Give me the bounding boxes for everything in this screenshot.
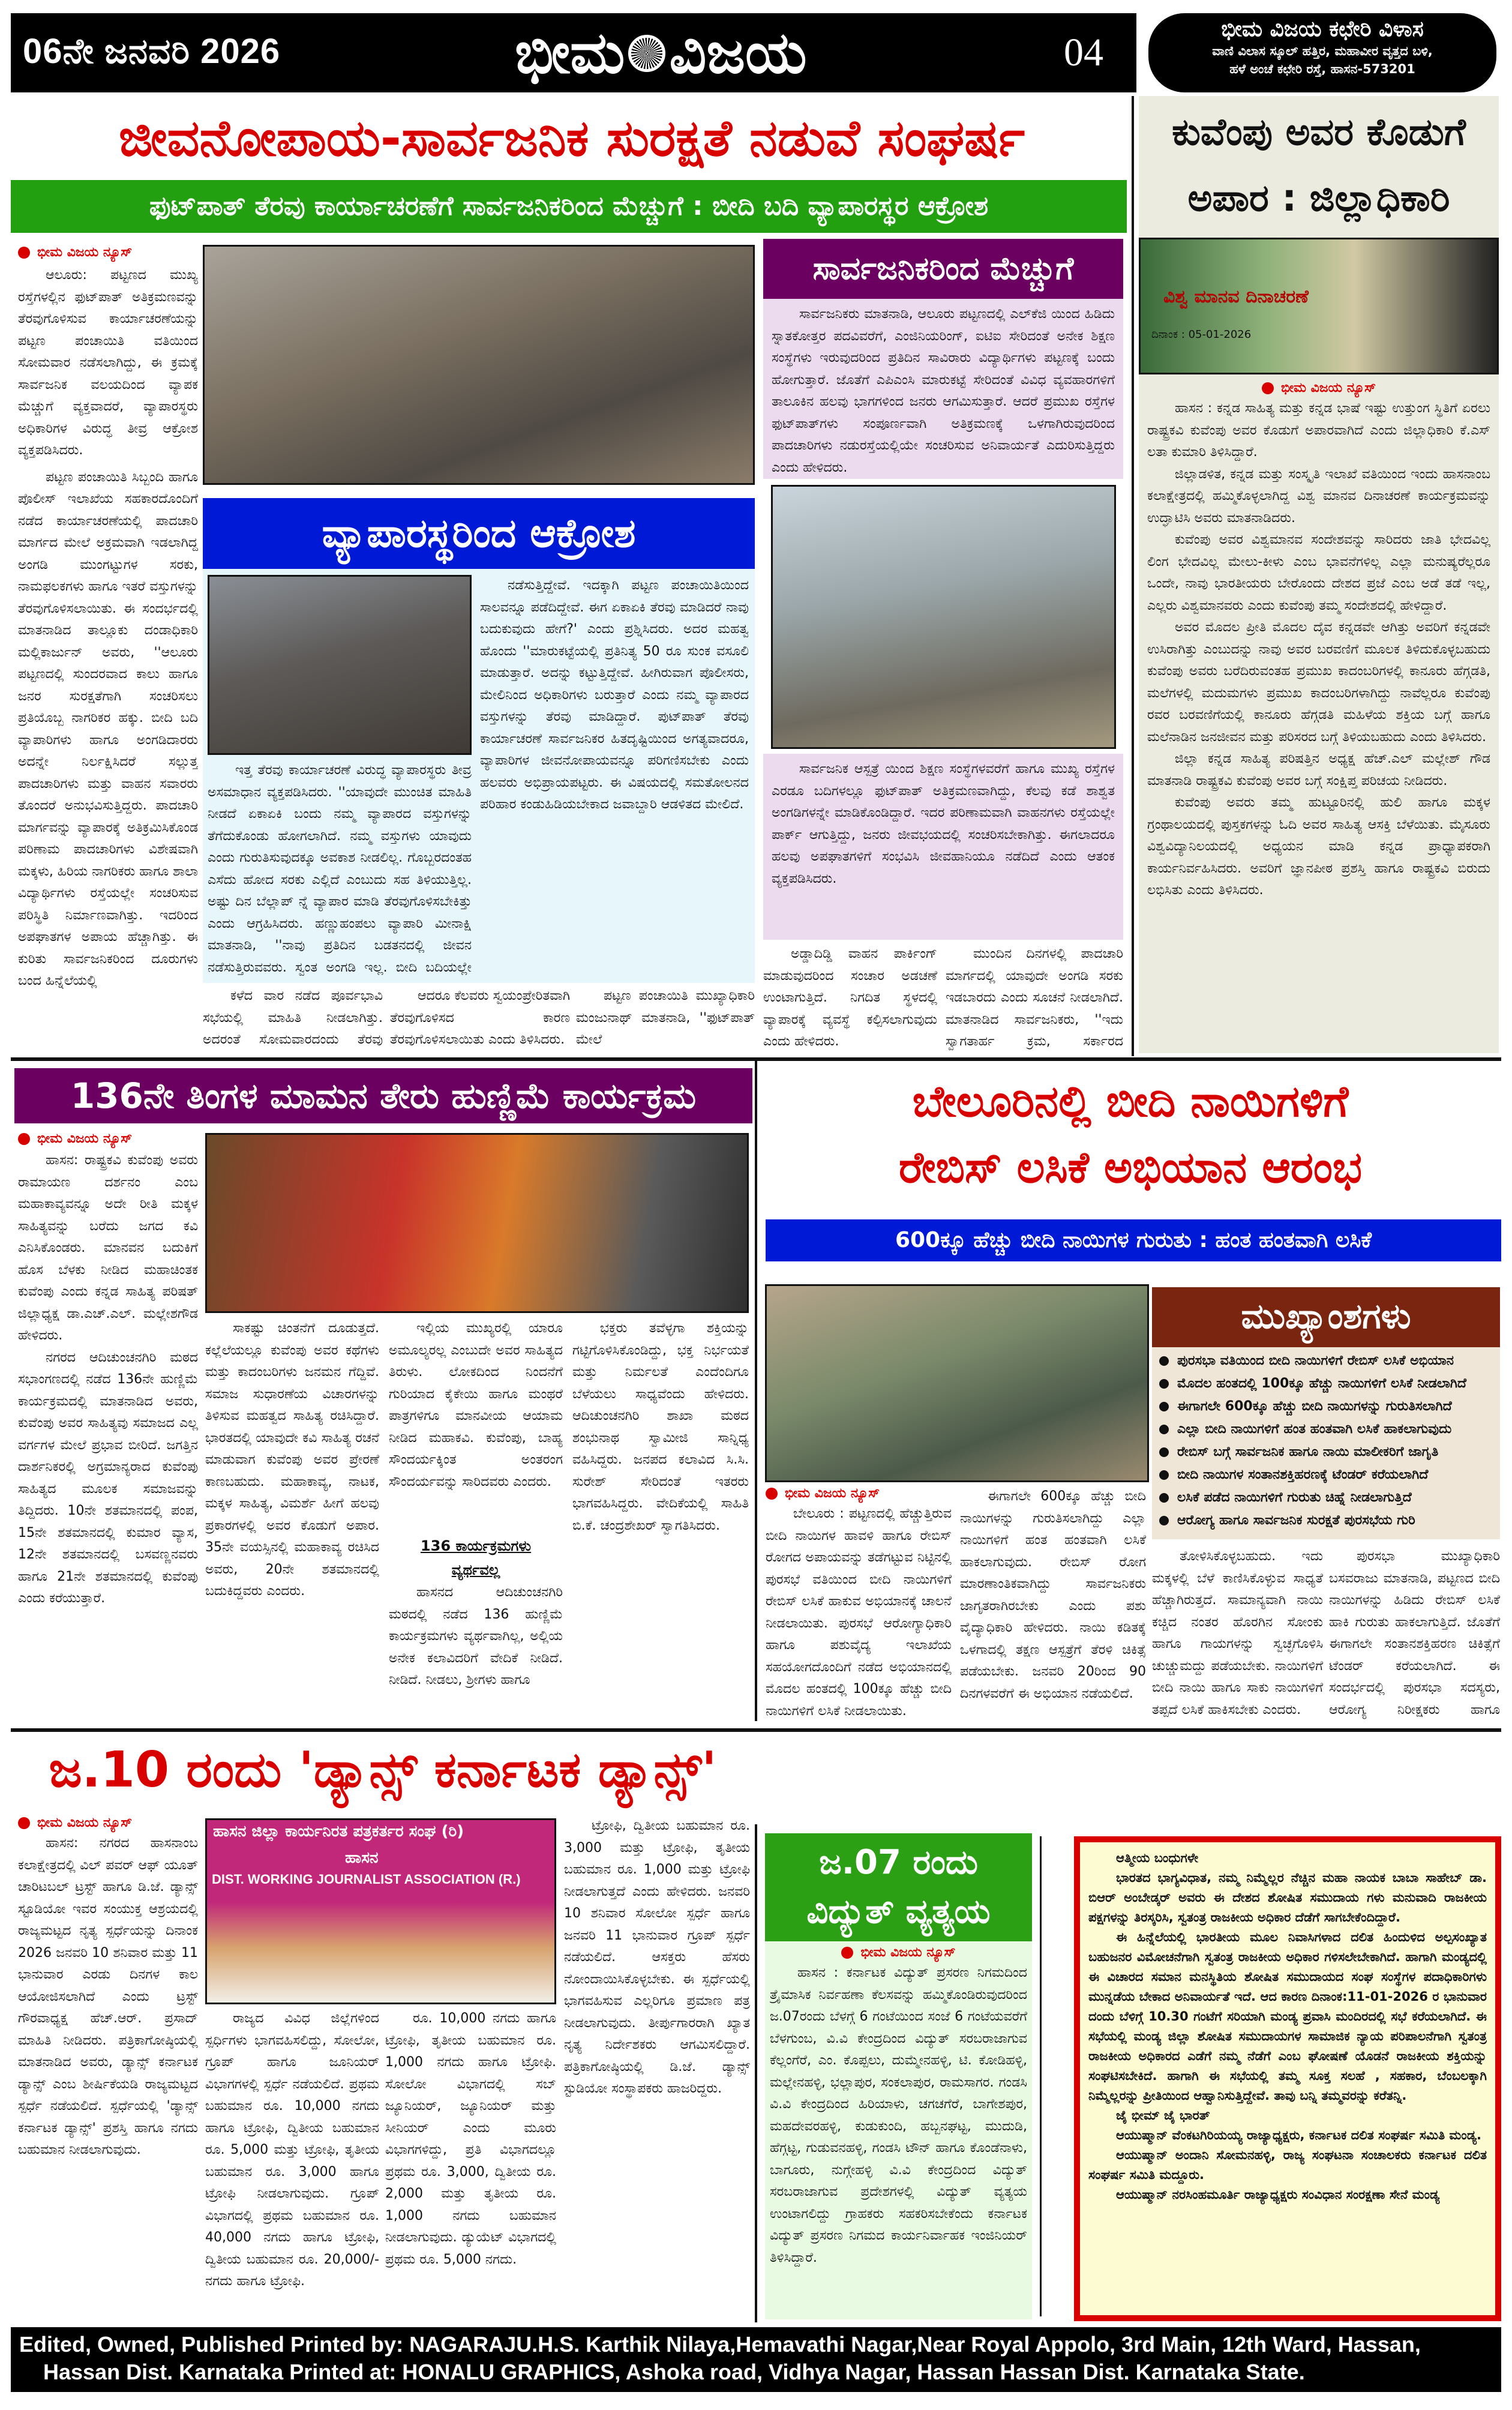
- footpath-continue-1: ಅಡ್ಡಾದಿಡ್ಡಿ ವಾಹನ ಪಾರ್ಕಿಂಗ್ ಮಾಡುವುದರಿಂದ ಸಂಚಾರ ಅಡಚಣೆ ಉಂಟಾಗುತ್ತಿದೆ. ನಿಗದಿತ ಸ್ಥಳದಲ್ಲಿ ವ್ಯಾಪಾರಕ್ಕೆ ವ್ಯವಸ್ಥೆ ಕಲ್ಪಿಸಲಾಗುವುದು ಎಂದು ಹೇಳಿದರು.: [763, 946, 937, 1049]
- highlight-item: ಬೀದಿ ನಾಯಿಗಳ ಸಂತಾನಶಕ್ತಿಹರಣಕ್ಕೆ ಟೆಂಡರ್ ಕರೆಯಲಾಗಿದೆ: [1157, 1464, 1495, 1486]
- rabies-col-3: ತೋಳಿಸಿಕೊಳ್ಳಬಹುದು. ಇದು ಮಕ್ಕಳಲ್ಲಿ ಬೆಳೆ ಕಾಣಿಸಿಕೊಳ್ಳುವ ಸಾಧ್ಯತೆ ಹೆಚ್ಚಾಗಿರುತ್ತದೆ. ಸಾಮಾನ್ಯವಾಗಿ ನಾಯಿ ಕಚ್ಚಿದ ನಂತರ ಹೊರಗಿನ ಸೋಂಕು ಹಾಗೂ ಗಾಯಗಳನ್ನು ಸ್ವಚ್ಛಗೊಳಿಸಿ ಚುಚ್ಚುಮದ್ದು ಪಡೆಯಬೇಕು. ನಾಯಿಗಳಿಗೆ ಬೀದಿ ನಾಯಿ ಹಾಗೂ ಸಾಕು ನಾಯಿಗಳಿಗೆ ತಪ್ಪದೆ ಲಸಿಕೆ ಹಾಕಿಸಬೇಕು ಎಂದರು.: [1152, 1549, 1323, 1717]
- dance-photo: [205, 1818, 556, 2004]
- rabies-col-1: [766, 1486, 952, 1731]
- dance-col-1: [18, 1815, 198, 2319]
- column-divider-3: [755, 1824, 757, 2322]
- highlight-item: ಮೊದಲ ಹಂತದಲ್ಲಿ 100ಕ್ಕೂ ಹೆಚ್ಚು ನಾಯಿಗಳಿಗೆ ಲಸಿಕೆ ನೀಡಲಾಗಿದೆ: [1157, 1372, 1495, 1395]
- traders-text-left: ಇತ್ತ ತೆರವು ಕಾರ್ಯಾಚರಣೆ ವಿರುದ್ಧ ವ್ಯಾಪಾರಸ್ಥರು ತೀವ್ರ ಅಸಮಾಧಾನ ವ್ಯಕ್ತಪಡಿಸಿದರು. ''ಯಾವುದೇ ಮುಂಚಿತ ಮಾಹಿತಿ ನೀಡದೆ ಏಕಾಏಕಿ ಬಂದು ನಮ್ಮ ವ್ಯಾಪಾರದ ವಸ್ತುಗಳನ್ನು ತೆಗೆದುಕೊಂಡು ಹೋಗಲಾಗಿದೆ. ನಮ್ಮ ವಸ್ತುಗಳು ಯಾವುದು ಎಂದು ಗುರುತಿಸುವುದಕ್ಕೂ ಅವಕಾಶ ನೀಡಲಿಲ್ಲ. ಗೊಬ್ಬರದಂತಹ ಎಸೆದು ಹೋದ ಸರಕು ಎಲ್ಲಿದೆ ಎಂಬುದು ಸಹ ತಿಳಿಯುತ್ತಿಲ್ಲ. ಅಷ್ಟು ದಿನ ಬೆಲ್ಲಾಪ್ ನ್ನೆ ವ್ಯಾಪಾರ ಮಾಡಿ ತೆರವುಗೊಳಿಸಬೇಕಿತ್ತು ಎಂದು ಆಗ್ರಹಿಸಿದರು. ಹಣ್ಣುಹಂಪಲು ವ್ಯಾಪಾರಿ ಮೀನಾಕ್ಷಿ ಮಾತನಾಡಿ, ''ನಾವು ಪ್ರತಿದಿನ ಬಡತನದಲ್ಲಿ ಜೀವನ ನಡೆಸುತ್ತಿರುವವರು. ಸ್ವಂತ ಅಂಗಡಿ ಇಲ್ಲ. ಬೀದಿ ಬದಿಯಲ್ಲೇ: [208, 763, 472, 975]
- notice-slogan: ಜೈ ಭೀಮ್ ಜೈ ಭಾರತ್: [1116, 2108, 1210, 2123]
- traders-text-right: ನಡೆಸುತ್ತಿದ್ದೇವೆ. ಇದಕ್ಕಾಗಿ ಪಟ್ಟಣ ಪಂಚಾಯಿತಿಯಿಂದ ಸಾಲವನ್ನೂ ಪಡೆದಿದ್ದೇವೆ. ಈಗ ಏಕಾಏಕಿ ತೆರವು ಮಾಡಿದರೆ ನಾವು ಬದುಕುವುದು ಹೇಗೆ?' ಎಂದು ಪ್ರಶ್ನಿಸಿದರು. ಅದರ ಮಹತ್ವ ಹೊಂದು ''ಮಾರುಕಟ್ಟೆಯಲ್ಲಿ ಪ್ರತಿನಿತ್ಯ 50 ರೂ ಸುಂಕ ವಸೂಲಿ ಮಾಡುತ್ತಾರೆ. ಅದನ್ನು ಕಟ್ಟುತ್ತಿದ್ದೇವೆ. ಹೀಗಿರುವಾಗ ಪೊಲೀಸರು, ಮೇಲಿನಿಂದ ಅಧಿಕಾರಿಗಳು ಬರುತ್ತಾರೆ ಎಂದು ನಮ್ಮ ವ್ಯಾಪಾರದ ವಸ್ತುಗಳನ್ನು ತೆರವು ಮಾಡಿದ್ದಾರೆ. ಪುಟ್‌ಪಾತ್ ತೆರವು ಕಾರ್ಯಾಚರಣೆ ಸಾರ್ವಜನಿಕರ ಹಿತದೃಷ್ಟಿಯಿಂದ ಅಗತ್ಯವಾದರೂ, ವ್ಯಾಪಾರಿಗಳ ಜೀವನೋಪಾಯವನ್ನೂ ಪರಿಗಣಿಸಬೇಕು ಎಂದು ಹಲವರು ಅಭಿಪ್ರಾಯಪಟ್ಟರು. ಈ ವಿಷಯದಲ್ಲಿ ಸಮತೋಲನದ ಪರಿಹಾರ ಕಂಡುಹಿಡಿಯಬೇಕಾದ ಜವಾಬ್ದಾರಿ ಆಡಳಿತದ ಮೇಲಿದೆ.: [480, 578, 749, 812]
- traders-photo: [208, 575, 472, 755]
- highlight-item: ಈಗಾಗಲೇ 600ಕ್ಕೂ ಹೆಚ್ಚು ಬೀದಿ ನಾಯಿಗಳನ್ನು ಗುರುತಿಸಲಾಗಿದೆ: [1157, 1395, 1495, 1418]
- office-address-box: [1148, 13, 1496, 92]
- office-title: ಭೀಮ ವಿಜಯ ಕಛೇರಿ ವಿಳಾಸ: [1221, 17, 1424, 41]
- footpath-bottom-mid: ಆದರೂ ಕೆಲವರು ಸ್ವಯಂಪ್ರೇರಿತವಾಗಿ ತೆರವುಗೊಳಿಸದ ಕಾರಣ ತೆರವುಗೊಳಿಸಲಾಯಿತು ಎಂದು ತಿಳಿಸಿದರು.: [390, 988, 570, 1047]
- photo-banner-3: DIST. WORKING JOURNALIST ASSOCIATION (R.): [212, 1872, 521, 1887]
- hunnime-byline: ಭೀಮ ವಿಜಯ ನ್ಯೂಸ್: [18, 1131, 198, 1146]
- footpath-subheadline: ಫುಟ್‌ಪಾತ್ ತೆರವು ಕಾರ್ಯಾಚರಣೆಗೆ ಸಾರ್ವಜನಿಕರಿಂದ ಮೆಚ್ಚುಗೆ : ಬೀದಿ ಬದಿ ವ್ಯಾಪಾರಸ್ಥರ ಆಕ್ರೋಶ: [11, 180, 1127, 233]
- paper-name-part-2: ವಿಜಯ: [669, 19, 807, 86]
- rabies-col-2: ಈಗಾಗಲೇ 600ಕ್ಕೂ ಹೆಚ್ಚು ಬೀದಿ ನಾಯಿಗಳನ್ನು ಗುರುತಿಸಲಾಗಿದ್ದು ಎಲ್ಲಾ ನಾಯಿಗಳಿಗೆ ಹಂತ ಹಂತವಾಗಿ ಲಸಿಕೆ ಹಾಕಲಾಗುವುದು. ರೇಬಿಸ್ ರೋಗ ಮಾರಣಾಂತಿಕವಾಗಿದ್ದು ಸಾರ್ವಜನಿಕರು ಜಾಗೃತರಾಗಿರಬೇಕು ಎಂದು ಪಶು ವೈದ್ಯಾಧಿಕಾರಿ ಹೇಳಿದರು. ನಾಯಿ ಕಡಿತಕ್ಕೆ ಒಳಗಾದಲ್ಲಿ ತಕ್ಷಣ ಆಸ್ಪತ್ರೆಗೆ ತೆರಳಿ ಚಿಕಿತ್ಸೆ ಪಡೆಯಬೇಕು. ಜನವರಿ 20ರಿಂದ 90 ದಿನಗಳವರೆಗೆ ಈ ಅಭಿಯಾನ ನಡೆಯಲಿದೆ.: [960, 1489, 1146, 1701]
- kuvempu-headline-2: ಅಪಾರ : ಜಿಲ್ಲಾಧಿಕಾರಿ: [1187, 176, 1450, 220]
- byline: ಭೀಮ ವಿಜಯ ನ್ಯೂಸ್: [18, 245, 198, 260]
- notice-box: [1074, 1836, 1501, 2321]
- issue-date: 06ನೇ ಜನವರಿ 2026: [23, 32, 281, 71]
- footpath-bottom-right: ಪಟ್ಟಣ ಪಂಚಾಯಿತಿ ಮುಖ್ಯಾಧಿಕಾರಿ ಮಂಜುನಾಥ್ ಮಾತನಾಡಿ, ''ಫುಟ್‌ಪಾತ್ ಮೇಲೆ: [576, 988, 755, 1047]
- photo-banner-title: ವಿಶ್ವ ಮಾನವ ದಿನಾಚರಣೆ: [1163, 286, 1309, 307]
- dance-headline: ಜ.10 ರಂದು 'ಡ್ಯಾನ್ಸ್ ಕರ್ನಾಟಕ ಡ್ಯಾನ್ಸ್': [49, 1741, 717, 1798]
- footpath-bottom-left: ಕಳೆದ ವಾರ ನಡೆದ ಪೂರ್ವಭಾವಿ ಸಭೆಯಲ್ಲಿ ಮಾಹಿತಿ ನೀಡಲಾಗಿತ್ತು. ಅದರಂತೆ ಸೋಮವಾರದಂದು ತೆರವು: [203, 988, 383, 1047]
- notice-text: ಆತ್ಮೀಯ ಬಂಧುಗಳೇ ಭಾರತದ ಭಾಗ್ಯವಿಧಾತ, ನಮ್ಮ ನಿಮ್ಮೆಲ್ಲರ ನೆಚ್ಚಿನ ಮಹಾ ನಾಯಕ ಬಾಬಾ ಸಾಹೇಬ್ ಡಾ. ಬಿಆರ್ ಅಂಬೇಡ್ಕರ್ ಅವರು ಈ ದೇಶದ ಶೋಷಿತ ಸಮುದಾಯ ಗಳು ಮನುವಾದಿ ರಾಜಕೀಯ ಪಕ್ಷಗಳನ್ನು ತಿರಸ್ಕರಿಸಿ, ಸ್ವತಂತ್ರ ರಾಜಕೀಯ ಅಧಿಕಾರ ದೆಡೆಗೆ ಸಾಗಬೇಕೆಂದಿದ್ದಾರೆ. ಈ ಹಿನ್ನೆಲೆಯಲ್ಲಿ ಭಾರತೀಯ ಮೂಲ ನಿವಾಸಿಗಳಾದ ದಲಿತ ಹಿಂದುಳಿದ ಅಲ್ಪಸಂಖ್ಯಾತ ಬಹುಜನರ ವಿಮೋಚನೆಗಾಗಿ ಸ್ವತಂತ್ರ ರಾಜಕೀಯ ಅಧಿಕಾರ ಗಳಿಸಲೇಬೇಕಾಗಿದೆ. ಹಾಗಾಗಿ ಮಂಡ್ಯದಲ್ಲಿ ಈ ವಿಚಾರದ ಸಮಾನ ಮನಸ್ಥಿತಿಯ ಶೋಷಿತ ಸಮುದಾಯದ ಸಂಘ ಸಂಸ್ಥೆಗಳ ಪದಾಧಿಕಾರಿಗಳು ಮುನ್ನಡೆಯ ಬೇಕಾದ ಅನಿವಾರ್ಯತೆ ಇದೆ. ಆದ ಕಾರಣ ದಿನಾಂಕ:11-01-2026 ರ ಭಾನುವಾರ ದಂದು ಬೆಳಿಗ್ಗೆ 10.30 ಗಂಟೆಗೆ ಸರಿಯಾಗಿ ಮಂಡ್ಯ ಪ್ರವಾಸಿ ಮಂದಿರದಲ್ಲಿ ಸಭೆ ಕರೆಯಲಾಗಿದೆ. ಈ ಸಭೆಯಲ್ಲಿ ಮಂಡ್ಯ ಜಿಲ್ಲಾ ಶೋಷಿತ ಸಮುದಾಯಗಳ ಸಾಮಾಜಿಕ ನ್ಯಾಯ ಪರಿಪಾಲನೆಗಾಗಿ ಸ್ವತಂತ್ರ ರಾಜಕೀಯ ಅಧಿಕಾರದ ಎಡೆಗೆ ನಮ್ಮ ನೆಡೆಗೆ ಎಂಬ ಘೋಷಣೆ ಯೊಡನೆ ರಾಜಕೀಯ ಶಕ್ತಿಯನ್ನು ಸಂಘಟಿಸಬೇಕಿದೆ. ಹಾಗಾಗಿ ಈ ಸಭೆಯಲ್ಲಿ ತಮ್ಮ ಸೂಕ್ತ ಸಲಹೆ , ಸಹಕಾರ, ಬೆಂಬಲಕ್ಕಾಗಿ ನಿಮ್ಮೆಲ್ಲರನ್ನು ಪ್ರೀತಿಯಿಂದ ಆಹ್ವಾನಿಸುತ್ತಿದ್ದೇವೆ. ತಾವು ಬನ್ನಿ ತಮ್ಮವರನ್ನು ಕರೆತನ್ನಿ. ಜೈ ಭೀಮ್ ಜೈ ಭಾರತ್ ಆಯುಷ್ಮಾನ್ ವೆಂಕಟಗಿರಿಯಯ್ಯ ರಾಜ್ಯಾಧ್ಯಕ್ಷರು, ಕರ್ನಾಟಕ ದಲಿತ ಸಂಘರ್ಷ ಸಮಿತಿ ಮಂಡ್ಯ. ಆಯುಷ್ಮಾನ್ ಅಂದಾನಿ ಸೋಮನಹಳ್ಳಿ, ರಾಜ್ಯ ಸಂಘಟನಾ ಸಂಚಾಲಕರು ಕರ್ನಾಟಕ ದಲಿತ ಸಂಘರ್ಷ ಸಮಿತಿ ಮದ್ದೂರು. ಆಯುಷ್ಮಾನ್ ನರಸಿಂಹಮೂರ್ತಿ ರಾಜ್ಯಾಧ್ಯಕ್ಷರು ಸಂವಿಧಾನ ಸಂರಕ್ಷಣಾ ಸೇನೆ ಮಂಡ್ಯ: [1088, 1851, 1487, 2202]
- footpath-intro: ಆಲೂರು: ಪಟ್ಟಣದ ಮುಖ್ಯ ರಸ್ತೆಗಳಲ್ಲಿನ ಫುಟ್‌ಪಾತ್ ಅತಿಕ್ರಮಣವನ್ನು ತೆರವುಗೊಳಿಸುವ ಕಾರ್ಯಾಚರಣೆಯನ್ನು ಪಟ್ಟಣ ಪಂಚಾಯಿತಿ ವತಿಯಿಂದ ಸೋಮವಾರ ನಡೆಸಲಾಗಿದ್ದು, ಈ ಕ್ರಮಕ್ಕೆ ಸಾರ್ವಜನಿಕ ವಲಯದಿಂದ ವ್ಯಾಪಕ ಮೆಚ್ಚುಗೆ ವ್ಯಕ್ತವಾದರೆ, ವ್ಯಾಪಾರಸ್ಥರು ಅಧಿಕಾರಿಗಳ ವಿರುದ್ಧ ತೀವ್ರ ಆಕ್ರೋಶ ವ್ಯಕ್ತಪಡಿಸಿದರು.: [18, 268, 198, 458]
- paper-name-part-1: ಭೀಮ: [515, 19, 625, 86]
- paper-logo: [515, 19, 807, 88]
- power-headline: [765, 1833, 1032, 1941]
- power-body: [765, 1941, 1032, 2319]
- ashoka-chakra-icon: [628, 35, 665, 72]
- column-divider-2: [755, 1061, 757, 1721]
- traders-section: [203, 569, 755, 983]
- red-dot-icon: [1262, 382, 1274, 394]
- kuvempu-story: [1139, 96, 1499, 1053]
- red-dot-icon: [18, 247, 30, 259]
- rabies-headline-2: ರೇಬಿಸ್ ಲಸಿಕೆ ಅಭಿಯಾನ ಆರಂಭ: [898, 1142, 1363, 1192]
- highlight-item: ಎಲ್ಲಾ ಬೀದಿ ನಾಯಿಗಳಿಗೆ ಹಂತ ಹಂತವಾಗಿ ಲಸಿಕೆ ಹಾಕಲಾಗುವುದು: [1157, 1418, 1495, 1441]
- red-dot-icon: [841, 1947, 853, 1959]
- hunnime-col-3: [389, 1318, 563, 1696]
- traders-anger-heading: ವ್ಯಾಪಾರಸ್ಥರಿಂದ ಆಕ್ರೋಶ: [203, 498, 755, 569]
- highlight-item: ಆರೋಗ್ಯ ಹಾಗೂ ಸಾರ್ವಜನಿಕ ಸುರಕ್ಷತೆ ಪುರಸಭೆಯ ಗುರಿ: [1157, 1509, 1495, 1532]
- dance-col-4: ಟ್ರೋಫಿ, ದ್ವಿತೀಯ ಬಹುಮಾನ ರೂ. 3,000 ಮತ್ತು ಟ್ರೋಫಿ, ತೃತೀಯ ಬಹುಮಾನ ರೂ. 1,000 ಮತ್ತು ಟ್ರೋಫಿ ನೀಡಲಾಗುತ್ತದೆ ಎಂದು ಹೇಳಿದರು. ಜನವರಿ 10 ಶನಿವಾರ ಸೋಲೋ ಸ್ಪರ್ಧೆ ಹಾಗೂ ಜನವರಿ 11 ಭಾನುವಾರ ಗ್ರೂಪ್ ಸ್ಪರ್ಧೆ ನಡೆಯಲಿದೆ. ಆಸಕ್ತರು ಹೆಸರು ನೋಂದಾಯಿಸಿಕೊಳ್ಳಬೇಕು. ಈ ಸ್ಪರ್ಧೆಯಲ್ಲಿ ಭಾಗವಹಿಸುವ ಎಲ್ಲರಿಗೂ ಪ್ರಮಾಣ ಪತ್ರ ನೀಡಲಾಗುವುದು. ತೀರ್ಪುಗಾರರಾಗಿ ಖ್ಯಾತ ನೃತ್ಯ ನಿರ್ದೇಶಕರು ಆಗಮಿಸಲಿದ್ದಾರೆ. ಪತ್ರಿಕಾಗೋಷ್ಠಿಯಲ್ಲಿ ಡಿ.ಜೆ. ಡ್ಯಾನ್ಸ್ ಸ್ಟುಡಿಯೋ ಸಂಸ್ಥಾಪಕರು ಹಾಜರಿದ್ದರು.: [564, 1818, 750, 2096]
- photo-banner-date: ದಿನಾಂಕ : 05-01-2026: [1151, 328, 1252, 341]
- photo-banner-2: ಹಾಸನ: [345, 1849, 379, 1867]
- office-address-line-2: ಹಳೆ ಅಂಚೆ ಕಛೇರಿ ರಸ್ತೆ, ಹಾಸನ-573201: [1229, 62, 1415, 76]
- highlight-item: ರೇಬಿಸ್ ಬಗ್ಗೆ ಸಾರ್ವಜನಿಕ ಹಾಗೂ ನಾಯಿ ಮಾಲೀಕರಿಗೆ ಜಾಗೃತಿ: [1157, 1441, 1495, 1464]
- hunnime-subhead-2: ವ್ಯರ್ಥವಲ್ಲ: [451, 1561, 500, 1578]
- page-number: 04: [1064, 31, 1103, 74]
- kuvempu-headline-1: ಕುವೆಂಪು ಅವರ ಕೊಡುಗೆ: [1172, 110, 1466, 154]
- market-photo: [771, 485, 1116, 749]
- kuvempu-body: ಹಾಸನ : ಕನ್ನಡ ಸಾಹಿತ್ಯ ಮತ್ತು ಕನ್ನಡ ಭಾಷೆ ಇಷ್ಟು ಉತ್ತುಂಗ ಸ್ಥಿತಿಗೆ ಏರಲು ರಾಷ್ಟ್ರಕವಿ ಕುವೆಂಪು ಅವರ ಕೊಡುಗೆ ಅಪಾರವಾಗಿದೆ ಎಂದು ಜಿಲ್ಲಾಧಿಕಾರಿ ಕೆ.ಎಸ್ ಲತಾ ಕುಮಾರಿ ತಿಳಿಸಿದ್ದಾರೆ. ಜಿಲ್ಲಾಡಳಿತ, ಕನ್ನಡ ಮತ್ತು ಸಂಸ್ಕೃತಿ ಇಲಾಖೆ ವತಿಯಿಂದ ಇಂದು ಹಾಸನಾಂಬ ಕಲಾಕ್ಷೇತ್ರದಲ್ಲಿ ಹಮ್ಮಿಕೊಳ್ಳಲಾಗಿದ್ದ ವಿಶ್ವ ಮಾನವ ದಿನಾಚರಣೆ ಕಾರ್ಯಕ್ರಮವನ್ನು ಉದ್ಘಾಟಿಸಿ ಅವರು ಮಾತನಾಡಿದರು. ಕುವೆಂಪು ಅವರ ವಿಶ್ವಮಾನವ ಸಂದೇಶವನ್ನು ಸಾರಿದರು ಜಾತಿ ಭೇದವಿಲ್ಲ ಲಿಂಗ ಭೇದವಿಲ್ಲ ಮೇಲು-ಕೀಳು ಎಂಬ ಭಾವನೆಗಳಿಲ್ಲ ಎಲ್ಲಾ ಮನುಷ್ಯರೆಲ್ಲರೂ ಒಂದೇ, ನಾವು ಭಾರತೀಯರು ಬೇರೊಂದು ದೇಶದ ಪ್ರಜೆ ಎಂಬ ಅಡೆ ತಡೆ ಇಲ್ಲ, ಎಲ್ಲರು ವಿಶ್ವಮಾನವರು ಎಂದು ಕುವೆಂಪು ತಮ್ಮ ಸಂದೇಶದಲ್ಲಿ ಹೇಳಿದ್ದಾರೆ. ಅವರ ಮೊದಲ ಪ್ರೀತಿ ಮೊದಲ ದೈವ ಕನ್ನಡವೇ ಆಗಿತ್ತು ಅವರಿಗೆ ಕನ್ನಡವೇ ಉಸಿರಾಗಿತ್ತು ಎಂಬುದನ್ನು ನಾವು ಅವರ ಬರವಣಿಗೆ ಮೂಲಕ ತಿಳಿದುಕೊಳ್ಳಬಹುದು ಕುವೆಂಪು ಅವರು ಬರೆದಿರುವಂತಹ ಪ್ರಮುಖ ಕಾದಂಬರಿಗಳಲ್ಲಿ ಕಾನೂರು ಹೆಗ್ಗಡತಿ, ಮಲೆಗಳಲ್ಲಿ ಮದುಮಗಳು ಪ್ರಮುಖ ಕಾದಂಬರಿಗಳಾಗಿದ್ದು ನಾವೆಲ್ಲರೂ ಕುವೆಂಪು ರವರ ಬರವಣಿಗೆಯಲ್ಲಿ ಕಾನೂರು ಹೆಗ್ಗಡತಿ ಮಹಿಳೆಯ ಶಕ್ತಿಯ ಬಗ್ಗೆ ಹಾಗೂ ಮಲೆನಾಡಿನ ಜನಜೀವನ ಮತ್ತು ಪರಿಸರದ ಬಗ್ಗೆ ತಿಳಿಯಬಹುದು ಎಂದು ತಿಳಿಸಿದರು. ಜಿಲ್ಲಾ ಕನ್ನಡ ಸಾಹಿತ್ಯ ಪರಿಷತ್ತಿನ ಅಧ್ಯಕ್ಷ ಹೆಚ್.ಎಲ್ ಮಲ್ಲೇಶ್ ಗೌಡ ಮಾತನಾಡಿ ರಾಷ್ಟ್ರಕವಿ ಕುವೆಂಪು ಅವರ ಬಗ್ಗೆ ಸಂಕ್ಷಿಪ್ತ ಪರಿಚಯ ನೀಡಿದರು. ಕುವೆಂಪು ಅವರು ತಮ್ಮ ಹುಟ್ಟೂರಿನಲ್ಲಿ ಹುಲಿ ಹಾಗೂ ಮಕ್ಕಳ ಗ್ರಂಥಾಲಯದಲ್ಲಿ ಪುಸ್ತಕಗಳನ್ನು ಓದಿ ಅವರ ಸಾಹಿತ್ಯ ಆಸಕ್ತಿ ಬೆಳೆಯಿತು. ಮೈಸೂರು ವಿಶ್ವವಿದ್ಯಾನಿಲಯದಲ್ಲಿ ಅಧ್ಯಯನ ಮಾಡಿ ಕನ್ನಡ ಪ್ರಾಧ್ಯಾಪಕರಾಗಿ ಕಾರ್ಯನಿರ್ವಹಿಸಿದರು. ಅವರಿಗೆ ಜ್ಞಾನಪೀಠ ಪ್ರಶಸ್ತಿ ಹಾಗೂ ರಾಷ್ಟ್ರಕವಿ ಬಿರುದು ಲಭಿಸಿತು ಎಂದು ತಿಳಿಸಿದರು.: [1147, 401, 1490, 898]
- highlight-item: ಲಸಿಕೆ ಪಡೆದ ನಾಯಿಗಳಿಗೆ ಗುರುತು ಚಿಹ್ನೆ ನೀಡಲಾಗುತ್ತಿದೆ: [1157, 1486, 1495, 1509]
- main-headline: ಜೀವನೋಪಾಯ-ಸಾರ್ವಜನಿಕ ಸುರಕ್ಷತೆ ನಡುವೆ ಸಂಘರ್ಷ: [118, 109, 1025, 167]
- hunnime-col-4: ಭಕ್ತರು ತವೆಳ್ಳಗಾ ಶಕ್ತಿಯನ್ನು ಗಟ್ಟಿಗೊಳಿಸಿಕೊಂಡಿದ್ದು, ಭಕ್ತ ನಿರ್ಭಯತೆ ಮತ್ತು ನಿರ್ಮಲತೆ ಎಂದೆಂದಿಗೂ ಬೆಳೆಯಲು ಸಾಧ್ಯವೆಂದು ಹೇಳಿದರು. ಆದಿಚುಂಚನಗಿರಿ ಶಾಖಾ ಮಠದ ಶಂಭುನಾಥ ಸ್ವಾಮೀಜಿ ಸಾನ್ನಿಧ್ಯ ವಹಿಸಿದ್ದರು. ಜನಪದ ಕಲಾವಿದ ಸಿ.ಸಿ. ಸುರೇಶ್ ಸೇರಿದಂತೆ ಇತರರು ಭಾಗವಹಿಸಿದ್ದರು. ವೇದಿಕೆಯಲ್ಲಿ ಸಾಹಿತಿ ಬಿ.ಕೆ. ಚಂದ್ರಶೇಖರ್ ಸ್ವಾಗತಿಸಿದರು.: [572, 1321, 749, 1533]
- hunnime-col-1: [18, 1131, 198, 1723]
- rabies-col-4: ಪುರಸಭಾ ಮುಖ್ಯಾಧಿಕಾರಿ ಬಸವರಾಜು ಮಾತನಾಡಿ, ಪಟ್ಟಣದ ಬೀದಿ ನಾಯಿಗಳನ್ನು ಹಿಡಿದು ರೇಬಿಸ್ ಲಸಿಕೆ ಹಾಕಿ ಗುರುತು ಹಾಕಲಾಗುತ್ತಿದೆ. ಜೊತೆಗೆ ಈಗಾಗಲೇ ಸಂತಾನಶಕ್ತಿಹರಣ ಚಿಕಿತ್ಸೆಗೆ ಟೆಂಡರ್ ಕರೆಯಲಾಗಿದೆ. ಈ ಸಂದರ್ಭದಲ್ಲಿ ಪುರಸಭಾ ಸದಸ್ಯರು, ಆರೋಗ್ಯ ನಿರೀಕ್ಷಕರು ಹಾಗೂ: [1329, 1549, 1500, 1717]
- footpath-photo: [203, 245, 755, 485]
- column-divider: [1132, 96, 1134, 1056]
- hunnime-col-3-text: ಇಲ್ಲಿಯ ಮುಖ್ಯರಲ್ಲಿ ಯಾರೂ ಅಮೂಲ್ಯರಲ್ಲ ಎಂಬುದೇ ಅವರ ಸಾಹಿತ್ಯದ ತಿರುಳು. ಲೋಕದಿಂದ ನಿಂದನೆಗೆ ಗುರಿಯಾದ ಕೈಕೇಯಿ ಹಾಗೂ ಮಂಥರೆ ಪಾತ್ರಗಳಿಗೂ ಮಾನವೀಯ ಆಯಾಮ ನೀಡಿದ ಮಹಾಕವಿ. ಕುವೆಂಪು, ಬಾಹ್ಯ ಸೌಂದರ್ಯಕ್ಕಿಂತ ಅಂತರಂಗ ಸೌಂದರ್ಯವನ್ನು ಸಾರಿದವರು ಎಂದರು.: [389, 1321, 563, 1489]
- dance-col-3: ರೂ. 10,000 ನಗದು ಹಾಗೂ ಟ್ರೋಫಿ, ತೃತೀಯ ಬಹುಮಾನ ರೂ. 1,000 ನಗದು ಹಾಗೂ ಟ್ರೋಫಿ. ಸೋಲೋ ವಿಭಾಗದಲ್ಲಿ ಸಬ್ ಜ್ಯೂನಿಯರ್, ಜ್ಯೂನಿಯರ್ ಮತ್ತು ಸೀನಿಯರ್ ಎಂದು ಮೂರು ವಿಭಾಗಗಳಿದ್ದು, ಪ್ರತಿ ವಿಭಾಗದಲ್ಲೂ ಪ್ರಥಮ ರೂ. 3,000, ದ್ವಿತೀಯ ರೂ. 2,000 ಮತ್ತು ತೃತೀಯ ರೂ. 1,000 ನಗದು ಬಹುಮಾನ ನೀಡಲಾಗುವುದು. ಡ್ಯುಯೆಟ್ ವಿಭಾಗದಲ್ಲಿ ಪ್ರಥಮ ರೂ. 5,000 ನಗದು.: [385, 2011, 556, 2267]
- hunnime-col-2: ಸಾಕಷ್ಟು ಚಿಂತನೆಗೆ ದೂಡುತ್ತದೆ. ಕಲ್ಲೆಲೆಯಲ್ಲೂ ಕುವೆಂಪು ಅವರ ಕಥೆಗಳು ಮತ್ತು ಕಾದಂಬರಿಗಳು ಜನಮನ ಗೆದ್ದಿವೆ. ಸಮಾಜ ಸುಧಾರಣೆಯ ವಿಚಾರಗಳನ್ನು ತಿಳಿಸುವ ಮಹತ್ವದ ಸಾಹಿತ್ಯ ರಚಿಸಿದ್ದಾರೆ. ಭಾರತದಲ್ಲಿ ಯಾವುದೇ ಕವಿ ಸಾಹಿತ್ಯ ರಚನೆ ಮಾಡುವಾಗ ಕುವೆಂಪು ಅವರ ಪ್ರೇರಣೆ ಕಾಣಬಹುದು. ಮಹಾಕಾವ್ಯ, ನಾಟಕ, ಮಕ್ಕಳ ಸಾಹಿತ್ಯ, ವಿಮರ್ಶೆ ಹೀಗೆ ಹಲವು ಪ್ರಕಾರಗಳಲ್ಲಿ ಅವರ ಕೊಡುಗೆ ಅಪಾರ. 35ನೇ ವಯಸ್ಸಿನಲ್ಲಿ ಮಹಾಕಾವ್ಯ ರಚಿಸಿದ ಅವರು, 20ನೇ ಶತಮಾನದಲ್ಲಿ ಬದುಕಿದ್ದವರು ಎಂದರು.: [205, 1321, 379, 1599]
- red-dot-icon: [766, 1488, 778, 1500]
- imprint-line-2: Hassan Dist. Karnataka Printed at: HONALU GRAPHICS, Ashoka road, Vidhya Nagar, Hassan Hassan Dist. Karnataka State.: [43, 2360, 1305, 2384]
- power-byline: ಭೀಮ ವಿಜಯ ನ್ಯೂಸ್: [770, 1945, 1027, 1960]
- dance-byline: ಭೀಮ ವಿಜಯ ನ್ಯೂಸ್: [18, 1815, 198, 1830]
- photo-banner-1: ಹಾಸನ ಜಿಲ್ಲಾ ಕಾರ್ಯನಿರತ ಪತ್ರಕರ್ತರ ಸಂಘ (ರಿ): [213, 1823, 464, 1841]
- public-praise-text-2: ಸಾರ್ವಜನಿಕ ಆಸ್ಪತ್ರೆ ಯಿಂದ ಶಿಕ್ಷಣ ಸಂಸ್ಥೆಗಳವರೆಗೆ ಹಾಗೂ ಮುಖ್ಯ ರಸ್ತೆಗಳ ಎರಡೂ ಬದಿಗಳಲ್ಲೂ ಫುಟ್‌ಪಾತ್ ಅತಿಕ್ರಮಣವಾಗಿದ್ದು, ಕೆಲವು ಕಡೆ ಶಾಶ್ವತ ಅಂಗಡಿಗಳನ್ನೇ ಮಾಡಿಕೊಂಡಿದ್ದಾರೆ. ಇದರ ಪರಿಣಾಮವಾಗಿ ವಾಹನಗಳು ರಸ್ತೆಯಲ್ಲೇ ಪಾರ್ಕ್ ಆಗುತ್ತಿದ್ದು, ಜನರು ಜೀವಭಯದಲ್ಲಿ ಸಂಚರಿಸಬೇಕಾಗಿತ್ತು. ಈಗಲಾದರೂ ಹಲವು ಅಪಘಾತಗಳಿಗೆ ಸಂಭವಿಸಿ ಜೀವಹಾನಿಯೂ ನಡೆದಿದೆ ಎಂದು ಆತಂಕ ವ್ಯಕ್ತಪಡಿಸಿದರು.: [763, 754, 1123, 940]
- highlights-list: [1152, 1347, 1500, 1539]
- rabies-headline-1: ಬೇಲೂರಿನಲ್ಲಿ ಬೀದಿ ನಾಯಿಗಳಿಗೆ: [912, 1076, 1349, 1126]
- power-headline-2: ವಿದ್ಯುತ್ ವ್ಯತ್ಯಯ: [806, 1892, 991, 1931]
- red-dot-icon: [18, 1133, 30, 1145]
- rabies-headline: [760, 1068, 1501, 1200]
- hunnime-subhead: 136 ಕಾರ್ಯಕ್ರಮಗಳು: [420, 1537, 532, 1554]
- kuvempu-byline: ಭೀಮ ವಿಜಯ ನ್ಯೂಸ್: [1139, 380, 1499, 395]
- footpath-body-left: ಪಟ್ಟಣ ಪಂಚಾಯಿತಿ ಸಿಬ್ಬಂದಿ ಹಾಗೂ ಪೊಲೀಸ್ ಇಲಾಖೆಯ ಸಹಕಾರದೊಂದಿಗೆ ನಡೆದ ಕಾರ್ಯಾಚರಣೆಯಲ್ಲಿ ಪಾದಚಾರಿ ಮಾರ್ಗದ ಮೇಲೆ ಅಕ್ರಮವಾಗಿ ಇಡಲಾಗಿದ್ದ ಅಂಗಡಿ ಮುಂಗಟ್ಟುಗಳ ಸರಕು, ನಾಮಫಲಕಗಳು ಹಾಗೂ ಇತರೆ ವಸ್ತುಗಳನ್ನು ತೆರವುಗೊಳಿಸಲಾಯಿತು. ಈ ಸಂದರ್ಭದಲ್ಲಿ ಮಾತನಾಡಿದ ತಾಲ್ಲೂಕು ದಂಡಾಧಿಕಾರಿ ಮಲ್ಲಿಕಾರ್ಜುನ್ ಅವರು, ''ಆಲೂರು ಪಟ್ಟಣದಲ್ಲಿ ಸುಂದರವಾದ ಕಾಲು ಹಾಗೂ ಜನರ ಸುರಕ್ಷತೆಗಾಗಿ ಸಂಚರಿಸಲು ಪ್ರತಿಯೊಬ್ಬ ನಾಗರಿಕರ ಹಕ್ಕು. ಬೀದಿ ಬದಿ ವ್ಯಾಪಾರಿಗಳು ಹಾಗೂ ಅಂಗಡಿದಾರರು ಅದನ್ನೇ ನಿರ್ಲಕ್ಷಿಸಿದರೆ ಸಲ್ಲುತ್ತ ಪಾದಚಾರಿಗಳು ಮತ್ತು ವಾಹನ ಸವಾರರು ತೊಂದರೆ ಅನುಭವಿಸುತ್ತಿದ್ದರು. ಪಾದಚಾರಿ ಮಾರ್ಗವನ್ನು ವ್ಯಾಪಾರಕ್ಕೆ ಅತಿಕ್ರಮಿಸಿಕೊಂಡ ಪರಿಣಾಮ ಪಾದಚಾರಿಗಳು ವಿಶೇಷವಾಗಿ ಮಕ್ಕಳು, ಹಿರಿಯ ನಾಗರಿಕರು ಹಾಗೂ ಶಾಲಾ ವಿದ್ಯಾರ್ಥಿಗಳು ರಸ್ತೆಯಲ್ಲೇ ಸಂಚರಿಸುವ ಪರಿಸ್ಥಿತಿ ನಿರ್ಮಾಣವಾಗಿತ್ತು. ಇದರಿಂದ ಅಪಘಾತಗಳ ಅಪಾಯ ಹೆಚ್ಚಾಗಿತ್ತು. ಈ ಕುರಿತು ಸಾರ್ವಜನಿಕರಿಂದ ದೂರುಗಳು ಬಂದ ಹಿನ್ನೆಲೆಯಲ್ಲಿ: [18, 469, 198, 988]
- highlight-item: ಪುರಸಭಾ ವತಿಯಿಂದ ಬೀದಿ ನಾಯಿಗಳಿಗೆ ರೇಬಿಸ್ ಲಸಿಕೆ ಅಭಿಯಾನ: [1157, 1350, 1495, 1372]
- hunnime-col-1-text: ಹಾಸನ: ರಾಷ್ಟ್ರಕವಿ ಕುವೆಂಪು ಅವರು ರಾಮಾಯಣ ದರ್ಶನಂ ಎಂಬ ಮಹಾಕಾವ್ಯವನ್ನೂ ಅದೇ ರೀತಿ ಮಕ್ಕಳ ಸಾಹಿತ್ಯವನ್ನು ಬರೆದು ಜಗದ ಕವಿ ಎನಿಸಿಕೊಂಡರು. ಮಾನವನ ಬದುಕಿಗೆ ಹೊಸ ಬೆಳಕು ನೀಡಿದ ಮಹಾಚಿಂತಕ ಕುವೆಂಪು ಎಂದು ಕನ್ನಡ ಸಾಹಿತ್ಯ ಪರಿಷತ್ ಜಿಲ್ಲಾಧ್ಯಕ್ಷ ಡಾ.ಎಚ್.ಎಲ್. ಮಲ್ಲೇಶಗೌಡ ಹೇಳಿದರು. ನಗರದ ಆದಿಚುಂಚನಗಿರಿ ಮಠದ ಸಭಾಂಗಣದಲ್ಲಿ ನಡೆದ 136ನೇ ಹುಣ್ಣಿಮೆ ಕಾರ್ಯಕ್ರಮದಲ್ಲಿ ಮಾತನಾಡಿದ ಅವರು, ಕುವೆಂಪು ಅವರ ಸಾಹಿತ್ಯವು ಸಮಾಜದ ಎಲ್ಲ ವರ್ಗಗಳ ಮೇಲೆ ಪ್ರಭಾವ ಬೀರಿದೆ. ಜಗತ್ತಿನ ದಾರ್ಶನಿಕರಲ್ಲಿ ಅಗ್ರಮಾನ್ಯರಾದ ಕುವೆಂಪು ಸಾಹಿತ್ಯದ ಮೂಲಕ ಸಮಾಜವನ್ನು ತಿದ್ದಿದರು. 10ನೇ ಶತಮಾನದಲ್ಲಿ ಪಂಪ, 15ನೇ ಶತಮಾನದಲ್ಲಿ ಕುಮಾರ ವ್ಯಾಸ, 12ನೇ ಶತಮಾನದಲ್ಲಿ ಬಸವಣ್ಣನವರು ಹಾಗೂ 21ನೇ ಶತಮಾನದಲ್ಲಿ ಕುವೆಂಪು ಎಂದು ಕರೆಯುತ್ತಾರೆ.: [18, 1153, 198, 1606]
- dance-col-1-text: ಹಾಸನ: ನಗರದ ಹಾಸನಾಂಬ ಕಲಾಕ್ಷೇತ್ರದಲ್ಲಿ ವಿಲ್ ಪವರ್ ಆಫ್ ಯೂತ್ ಚಾರಿಟಬಲ್ ಟ್ರಸ್ಟ್ ಹಾಗೂ ಡಿ.ಜೆ. ಡ್ಯಾನ್ಸ್ ಸ್ಟೂಡಿಯೋ ಇವರ ಸಂಯುಕ್ತ ಆಶ್ರಯದಲ್ಲಿ ರಾಜ್ಯಮಟ್ಟದ ನೃತ್ಯ ಸ್ಪರ್ಧೆಯನ್ನು ದಿನಾಂಕ 2026 ಜನವರಿ 10 ಶನಿವಾರ ಮತ್ತು 11 ಭಾನುವಾರ ಎರಡು ದಿನಗಳ ಕಾಲ ಆಯೋಜಿಸಲಾಗಿದೆ ಎಂದು ಟ್ರಸ್ಟ್ ಗೌರವಾಧ್ಯಕ್ಷ ಹೆಚ್.ಆರ್. ಪ್ರಸಾದ್ ಮಾಹಿತಿ ನೀಡಿದರು. ಪತ್ರಿಕಾಗೋಷ್ಠಿಯಲ್ಲಿ ಮಾತನಾಡಿದ ಅವರು, ಡ್ಯಾನ್ಸ್ ಕರ್ನಾಟಕ ಡ್ಯಾನ್ಸ್ ಎಂಬ ಶೀರ್ಷಿಕೆಯಡಿ ರಾಜ್ಯಮಟ್ಟದ ಸ್ಪರ್ಧೆ ನಡೆಯಲಿದೆ. ಸ್ಪರ್ಧೆಯಲ್ಲಿ 'ಡ್ಯಾನ್ಸ್ ಕರ್ನಾಟಕ ಡ್ಯಾನ್ಸ್' ಪ್ರಶಸ್ತಿ ಹಾಗೂ ನಗದು ಬಹುಮಾನ ನೀಡಲಾಗುವುದು.: [18, 1836, 198, 2157]
- hunnime-subhead-text: ಹಾಸನದ ಆದಿಚುಂಚನಗಿರಿ ಮಠದಲ್ಲಿ ನಡೆದ 136 ಹುಣ್ಣಿಮೆ ಕಾರ್ಯಕ್ರಮಗಳು ವ್ಯರ್ಥವಾಗಿಲ್ಲ, ಅಲ್ಲಿಯ ಅನೇಕ ಕಲಾವಿದರಿಗೆ ವೇದಿಕೆ ನೀಡಿದೆ. ನೀಡಿದೆ. ನೀಡಲು, ಶ್ರೀಗಳು ಹಾಗೂ: [389, 1585, 563, 1687]
- office-address-line-1: ವಾಣಿ ವಿಲಾಸ ಸ್ಕೂಲ್ ಹತ್ತಿರ, ಮಹಾವೀರ ವೃತ್ತದ ಬಳಿ,: [1212, 44, 1433, 58]
- rabies-byline: ಭೀಮ ವಿಜಯ ನ್ಯೂಸ್: [766, 1486, 952, 1501]
- hunnime-headline: 136ನೇ ತಿಂಗಳ ಮಾಮನ ತೇರು ಹುಣ್ಣಿಮೆ ಕಾರ್ಯಕ್ರಮ: [14, 1068, 752, 1123]
- masthead: [11, 13, 1136, 92]
- dance-col-2: ರಾಜ್ಯದ ವಿವಿಧ ಜಿಲ್ಲೆಗಳಿಂದ ಸ್ಪರ್ಧಿಗಳು ಭಾಗವಹಿಸಲಿದ್ದು, ಸೋಲೋ, ಗ್ರೂಪ್ ಹಾಗೂ ಜೂನಿಯರ್ ವಿಭಾಗಗಳಲ್ಲಿ ಸ್ಪರ್ಧೆ ನಡೆಯಲಿದೆ. ಪ್ರಥಮ ಬಹುಮಾನ ರೂ. 10,000 ನಗದು ಹಾಗೂ ಟ್ರೋಫಿ, ದ್ವಿತೀಯ ಬಹುಮಾನ ರೂ. 5,000 ಮತ್ತು ಟ್ರೋಫಿ, ತೃತೀಯ ಬಹುಮಾನ ರೂ. 3,000 ಹಾಗೂ ಟ್ರೋಫಿ ನೀಡಲಾಗುವುದು. ಗ್ರೂಪ್ ವಿಭಾಗದಲ್ಲಿ ಪ್ರಥಮ ಬಹುಮಾನ ರೂ. 40,000 ನಗದು ಹಾಗೂ ಟ್ರೋಫಿ, ದ್ವಿತೀಯ ಬಹುಮಾನ ರೂ. 20,000/- ನಗದು ಹಾಗೂ ಟ್ರೋಫಿ.: [205, 2011, 379, 2289]
- kuvempu-photo: [1139, 238, 1499, 374]
- power-headline-1: ಜ.07 ರಂದು: [819, 1843, 978, 1882]
- imprint-footer: [11, 2327, 1501, 2392]
- power-text: ಹಾಸನ : ಕರ್ನಾಟಕ ವಿದ್ಯುತ್ ಪ್ರಸರಣ ನಿಗಮದಿಂದ ತ್ರೈಮಾಸಿಕ ನಿರ್ವಹಣಾ ಕೆಲಸವನ್ನು ಹಮ್ಮಿಕೊಂಡಿರುವುದರಿಂದ ಜ.07ರಂದು ಬೆಳಗ್ಗೆ 6 ಗಂಟೆಯಿಂದ ಸಂಜೆ 6 ಗಂಟೆಯವರೆಗೆ ಬೆಳಗುಂಬ, ವಿ.ವಿ ಕೇಂದ್ರದಿಂದ ವಿದ್ಯುತ್ ಸರಬರಾಜಾಗುವ ಕೆಲ್ಲಂಗೆರೆ, ಎಂ. ಕೊಪ್ಪಲು, ದುಮ್ಮೇನಹಳ್ಳಿ, ಟಿ. ಕೋಡಿಹಳ್ಳಿ, ಮಲ್ಲೇನಹಳ್ಳಿ, ಭಲ್ಲಾಪುರ, ಸಂಕಲಾಪುರ, ರಾಮಸಾಗರ. ಗಂಡಸಿ ವಿ.ವಿ ಕೇಂದ್ರದಿಂದ ಹಿರಿಯಾಳು, ಚಗಚಗೆರೆ, ಬಾಗೇಶಪುರ, ಮಹದೇವರಹಳ್ಳಿ, ಕುಡುಕುಂದಿ, ಹಬ್ಬನಘಟ್ಟ, ಮುದುಡಿ, ಹೆಗ್ಗಟ್ಟ, ಗುಡುವನಹಳ್ಳಿ, ಗಂಡಸಿ ಟೌನ್ ಹಾಗೂ ಕೊಂಡೆನಾಳು, ಬಾಗೂರು, ನುಗ್ಗೇಹಳ್ಳಿ ವಿ.ವಿ ಕೇಂದ್ರದಿಂದ ವಿದ್ಯುತ್ ಸರಬರಾಜಾಗುವ ಪ್ರದೇಶಗಳಲ್ಲಿ ವಿದ್ಯುತ್ ವ್ಯತ್ಯಯ ಉಂಟಾಗಲಿದ್ದು ಗ್ರಾಹಕರು ಸಹಕರಿಸಬೇಕೆಂದು ಕರ್ನಾಟಕ ವಿದ್ಯುತ್ ಪ್ರಸರಣ ನಿಗಮದ ಕಾರ್ಯನಿರ್ವಾಹಕ ಇಂಜಿನಿಯರ್ ತಿಳಿಸಿದ್ದಾರೆ.: [770, 1965, 1027, 2265]
- rabies-subheadline: 600ಕ್ಕೂ ಹೆಚ್ಚು ಬೀದಿ ನಾಯಿಗಳ ಗುರುತು : ಹಂತ ಹಂತವಾಗಿ ಲಸಿಕೆ: [766, 1219, 1501, 1261]
- highlights-title: ಮುಖ್ಯಾಂಶಗಳು: [1152, 1287, 1500, 1347]
- public-praise-heading: ಸಾರ್ವಜನಿಕರಿಂದ ಮೆಚ್ಚುಗೆ: [763, 239, 1123, 299]
- public-praise-text: ಸಾರ್ವಜನಿಕರು ಮಾತನಾಡಿ, ಆಲೂರು ಪಟ್ಟಣದಲ್ಲಿ ಎಲ್‌ಕೆಜಿ ಯಿಂದ ಹಿಡಿದು ಸ್ನಾತಕೋತ್ತರ ಪದವಿವರೆಗೆ, ಎಂಜಿನಿಯರಿಂಗ್, ಐಟಿಐ ಸೇರಿದಂತೆ ಅನೇಕ ಶಿಕ್ಷಣ ಸಂಸ್ಥೆಗಳು ಇರುವುದರಿಂದ ಪ್ರತಿದಿನ ಸಾವಿರಾರು ವಿದ್ಯಾರ್ಥಿಗಳು ಪಟ್ಟಣಕ್ಕೆ ಬಂದು ಹೋಗುತ್ತಾರೆ. ಜೊತೆಗೆ ಎಪಿಎಂಸಿ ಮಾರುಕಟ್ಟೆ ಸೇರಿದಂತೆ ವಿವಿಧ ವ್ಯವಹಾರಗಳಿಗೆ ತಾಲೂಕಿನ ಹಲವು ಭಾಗಗಳಿಂದ ಜನರು ಆಗಮಿಸುತ್ತಾರೆ. ಆದರೆ ಪ್ರಮುಖ ರಸ್ತೆಗಳ ಫುಟ್‌ಪಾತ್‌ಗಳು ಸಂಪೂರ್ಣವಾಗಿ ಅತಿಕ್ರಮಣಕ್ಕೆ ಒಳಗಾಗಿರುವುದರಿಂದ ಪಾದಚಾರಿಗಳು ನಡುರಸ್ತೆಯಲ್ಲಿಯೇ ಸಂಚರಿಸುವ ಅನಿವಾರ್ಯತೆ ಎದುರಿಸುತ್ತಿದ್ದರು ಎಂದು ಹೇಳಿದರು.: [763, 299, 1123, 479]
- footpath-col-1: [18, 245, 198, 1031]
- column-divider-4: [1040, 1836, 1042, 2316]
- red-dot-icon: [18, 1817, 30, 1829]
- section-divider-2: [11, 1728, 1501, 1732]
- rabies-col-1-text: ಬೇಲೂರು : ಪಟ್ಟಣದಲ್ಲಿ ಹೆಚ್ಚುತ್ತಿರುವ ಬೀದಿ ನಾಯಿಗಳ ಹಾವಳಿ ಹಾಗೂ ರೇಬಿಸ್ ರೋಗದ ಅಪಾಯವನ್ನು ತಡೆಗಟ್ಟುವ ನಿಟ್ಟಿನಲ್ಲಿ ಪುರಸಭೆ ವತಿಯಿಂದ ಬೀದಿ ನಾಯಿಗಳಿಗೆ ರೇಬಿಸ್ ಲಸಿಕೆ ಹಾಕುವ ಅಭಿಯಾನಕ್ಕೆ ಚಾಲನೆ ನೀಡಲಾಯಿತು. ಪುರಸಭೆ ಆರೋಗ್ಯಾಧಿಕಾರಿ ಹಾಗೂ ಪಶುವೈದ್ಯ ಇಲಾಖೆಯ ಸಹಯೋಗದೊಂದಿಗೆ ನಡೆದ ಅಭಿಯಾನದಲ್ಲಿ ಮೊದಲ ಹಂತದಲ್ಲಿ 100ಕ್ಕೂ ಹೆಚ್ಚು ಬೀದಿ ನಾಯಿಗಳಿಗೆ ಲಸಿಕೆ ನೀಡಲಾಯಿತು.: [766, 1506, 952, 1719]
- footpath-continue-2: ಮುಂದಿನ ದಿನಗಳಲ್ಲಿ ಪಾದಚಾರಿ ಮಾರ್ಗದಲ್ಲಿ ಯಾವುದೇ ಅಂಗಡಿ ಸರಕು ಇಡಬಾರದು ಎಂದು ಸೂಚನೆ ನೀಡಲಾಗಿದೆ. ಮಾತನಾಡಿದ ಸಾರ್ವಜನಿಕರು, ''ಇದು ಸ್ವಾಗತಾರ್ಹ ಕ್ರಮ, ಸರ್ಕಾರದ: [946, 946, 1123, 1049]
- rabies-photo: [765, 1284, 1149, 1482]
- hunnime-photo: [205, 1133, 749, 1313]
- imprint-line-1: Edited, Owned, Published Printed by: NAGARAJU.H.S. Karthik Nilaya,Hemavathi Nagar,Near Royal Appolo, 3rd Main, 12th Ward, Hassan,: [19, 2332, 1421, 2357]
